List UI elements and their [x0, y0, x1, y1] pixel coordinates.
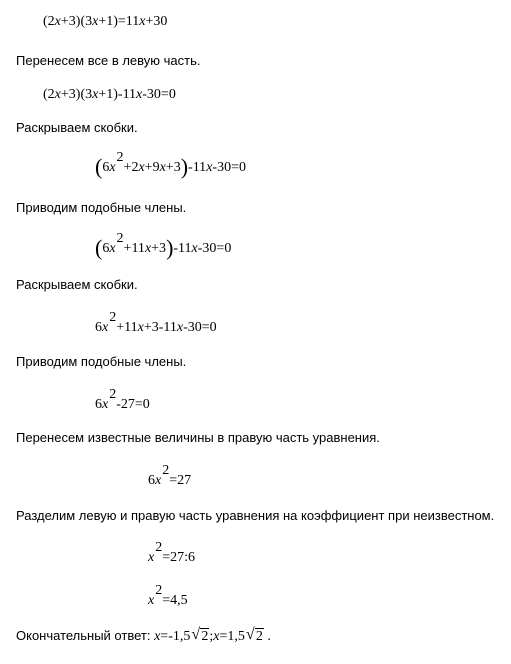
left-paren: (: [95, 154, 103, 179]
equation-4: (6x2+11x+3)-11x-30=0: [95, 231, 232, 260]
exponent-2: 2: [109, 310, 117, 325]
exponent-2: 2: [162, 463, 170, 478]
equation-5: 6x2+11x+3-11x-30=0: [95, 310, 217, 335]
equation-2: [43, 87, 176, 103]
answer-root-1: x=-1,5 √ 2;x=1,5 √ 2 .: [154, 626, 271, 644]
step-text-4: Раскрываем скобки.: [16, 277, 138, 292]
equation-2-text: (2x+3)(3x+1)-11x-30=0: [43, 87, 176, 102]
step-text-3: Приводим подобные члены.: [16, 200, 187, 215]
equation-7: 6x2=27: [148, 463, 192, 488]
final-answer: [16, 628, 271, 645]
equation-6: 6x2-27=0: [95, 387, 150, 412]
left-paren: (: [95, 235, 103, 260]
sqrt-symbol: √ 2: [245, 626, 263, 644]
step-text-6: Перенесем известные величины в правую часть уравнения.: [16, 430, 380, 445]
exponent-2: 2: [155, 540, 163, 555]
step-text-5: Приводим подобные члены.: [16, 354, 187, 369]
step-text-1: Перенесем все в левую часть.: [16, 53, 201, 68]
step-text-7: Разделим левую и правую часть уравнения на коэффициент при неизвестном.: [16, 508, 495, 523]
sqrt-symbol: √ 2: [191, 626, 209, 644]
exponent-2: 2: [109, 387, 117, 402]
equation-1: [43, 14, 167, 30]
right-paren: ): [166, 235, 174, 260]
right-paren: ): [180, 154, 189, 179]
equation-9: x2=4,5: [148, 583, 188, 608]
exponent-2: 2: [116, 150, 124, 165]
equation-8: x2=27:6: [148, 540, 196, 565]
exponent-2: 2: [116, 231, 124, 246]
equation-3: (6x2+2x+9x+3)-11x-30=0: [95, 150, 246, 179]
equation-1-text: (2x+3)(3x+1)=11x+30: [43, 14, 168, 29]
exponent-2: 2: [155, 583, 163, 598]
final-answer-label: Окончательный ответ:: [16, 628, 155, 643]
step-text-2: Раскрываем скобки.: [16, 120, 138, 135]
